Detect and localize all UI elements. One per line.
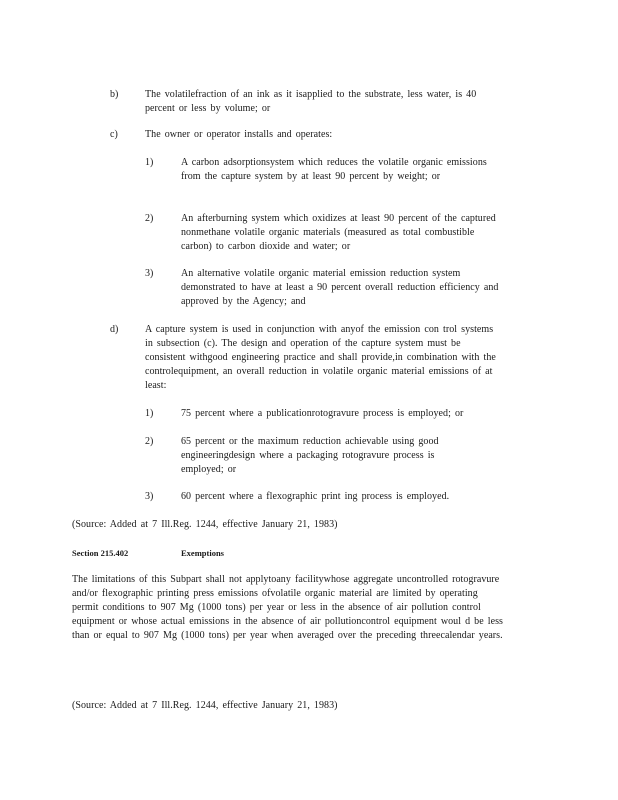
item-c-1-label: 1)	[145, 157, 154, 168]
item-c-text: The owner or operator installs and operates:	[145, 129, 333, 140]
section-title: Exemptions	[181, 548, 224, 558]
item-c-2-label: 2)	[145, 213, 154, 224]
item-d-1-label: 1)	[145, 408, 154, 419]
item-d-3-text: 60 percent where a flexographic print ing process is employed.	[181, 491, 450, 502]
item-c-3-text: An alternative volatile organic material emission reduction system demonstrated to have at least a 90 percent overall reduction efficiency and approved by the Agency; and	[181, 268, 503, 307]
item-d-1-text: 75 percent where a publicationrotogravure process is employed; or	[181, 408, 464, 419]
item-d-label: d)	[110, 324, 119, 335]
source-note-1: (Source: Added at 7 Ill.Reg. 1244, effective January 21, 1983)	[72, 519, 338, 530]
exemptions-paragraph: The limitations of this Subpart shall not applytoany facilitywhose aggregate uncontrolled rotogravure and/or flexographic printing press emissions ofvolatile organic material are limited by operating permit conditions to 907 Mg (1000 tons) per year or less in the absence of air pollution control equipment or whose actual emissions in the absence of air pollutioncontrol equipment woul d be less than or equal to 907 Mg (1000 tons) per year when averaged over the preceding threecalendar years.	[72, 574, 508, 641]
item-d-2-text: 65 percent or the maximum reduction achievable using good engineeringdesign where a packaging rotogravure process is employed; or	[181, 436, 443, 475]
item-c-label: c)	[110, 129, 118, 140]
item-b-label: b)	[110, 89, 119, 100]
section-number: Section 215.402	[72, 548, 129, 558]
item-b-text: The volatilefraction of an ink as it isapplied to the substrate, less water, is 40 percent or less by volume; or	[145, 89, 481, 114]
item-c-1-text: A carbon adsorptionsystem which reduces the volatile organic emissions from the capture system by at least 90 percent by weight; or	[181, 157, 491, 182]
item-d-3-label: 3)	[145, 491, 154, 502]
item-c-3-label: 3)	[145, 268, 154, 279]
source-note-2: (Source: Added at 7 Ill.Reg. 1244, effective January 21, 1983)	[72, 700, 338, 711]
item-d-2-label: 2)	[145, 436, 154, 447]
item-d-text: A capture system is used in conjunction with anyof the emission con trol systems in subsection (c). The design and operation of the capture system must be consistent withgood engineering practice and shall provide,in combination with the controlequipment, an overall reduction in volatile organic material emissions of at least:	[145, 324, 500, 391]
item-c-2-text: An afterburning system which oxidizes at least 90 percent of the captured nonmethane volatile organic materials (measured as total combustible carbon) to carbon dioxide and water; or	[181, 213, 500, 252]
